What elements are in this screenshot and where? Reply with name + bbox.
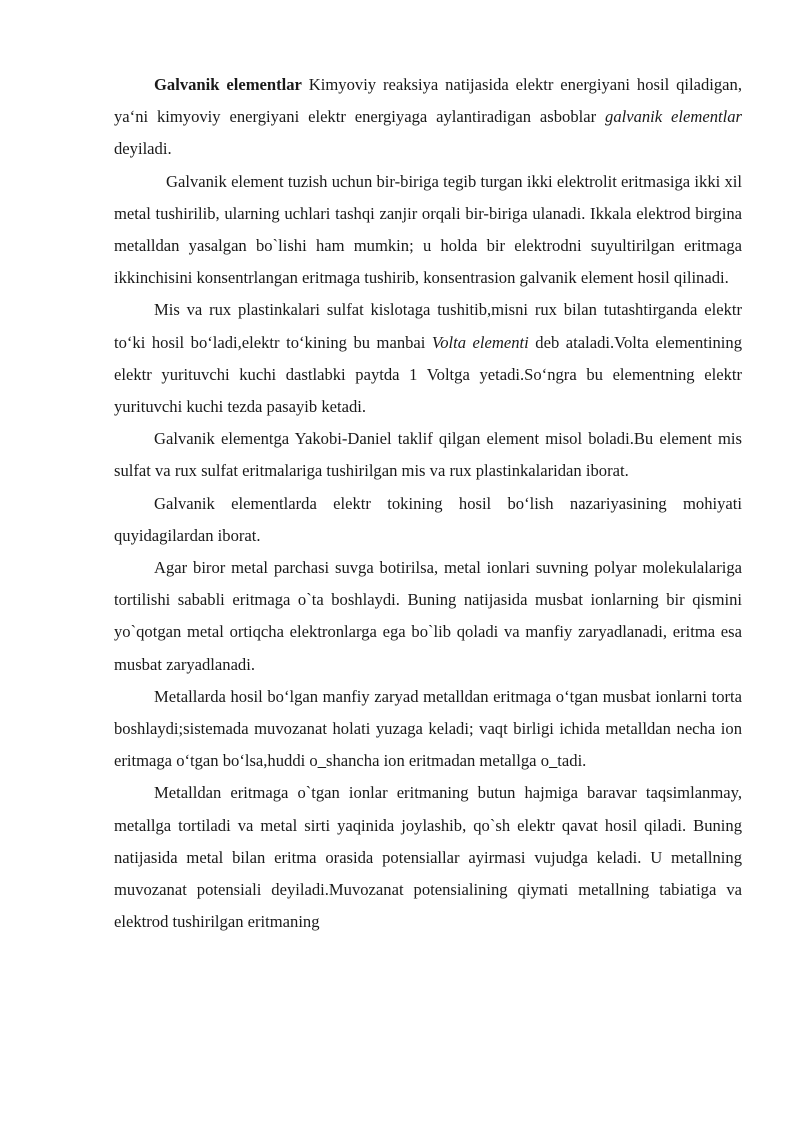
paragraph-text: Galvanik elementga Yakobi-Daniel taklif qilgan element misol boladi.Bu element mis sulfat va rux sulfat eritmalariga tushirilgan mis va rux plastinkalaridan iborat.: [114, 429, 742, 481]
paragraph-equilibrium: [114, 681, 742, 778]
paragraph-double-layer: [114, 777, 742, 938]
paragraph-text: Metallarda hosil bo‘lgan manfiy zaryad metalldan eritmaga o‘tgan musbat ionlarni torta boshlaydi;sistemada muvozanat holati yuzaga keladi; vaqt birligi ichida metalldan necha ion eritmaga o‘tgan bo‘lsa,huddi o: [114, 686, 742, 771]
paragraph-text: Kimyoviy reaksiya natijasida elektr energiyani hosil qiladigan, ya‘ni kimyoviy energiyani elektr energiyaga aylantiradigan asboblar: [114, 75, 742, 127]
paragraph-daniel: [114, 423, 742, 487]
document-body: [114, 69, 742, 938]
paragraph-text: tadi.: [557, 751, 587, 771]
paragraph-text: Galvanik element tuzish uchun bir-biriga tegib turgan ikki elektrolit eritmasiga ikki xil metal tushirilib, ularning uchlari tashqi zanjir orqali bir-biriga ulanadi. Ikkala elektrod birgina metalldan yasalgan bo`lishi ham mumkin; u holda bir elektrodni suyultirilgan eritmaga ikkinchisini konsentrlangan eritmaga tushirib, konsentrasion galvanik element hosil qilinadi.: [114, 171, 742, 288]
paragraph-text: deb ataladi.Volta elementining elektr yurituvchi kuchi dastlabki paytda 1 Voltga yetadi.So‘ngra bu elementning elektr yurituvchi kuchi tezda pasayib ketadi.: [114, 332, 743, 417]
paragraph-metal-in-water: [114, 552, 742, 681]
paragraph-volta: [114, 294, 742, 423]
paragraph-definition: [114, 69, 742, 166]
paragraph-text: Mis va rux plastinkalari sulfat kislotaga tushitib,misni rux bilan tutashtirganda elektr to‘ki hosil bo‘ladi,elektr to‘kining bu manbai: [114, 300, 742, 352]
paragraph-text: shancha ion eritmadan metallga o: [325, 751, 549, 771]
paragraph-text: deyiladi.: [114, 139, 172, 159]
term-volta-elementi: Volta elementi: [431, 332, 529, 352]
paragraph-text: Galvanik elementlarda elektr tokining hosil bo‘lish nazariyasining mohiyati quyidagilardan iborat.: [114, 493, 742, 545]
term-galvanik-elementlar: Galvanik elementlar: [154, 75, 302, 94]
paragraph-construction: [114, 166, 742, 295]
paragraph-text: Metalldan eritmaga o`tgan ionlar eritmaning butun hajmiga baravar taqsimlanmay, metallga tortiladi va metal sirti yaqinida joylashib, qo`sh elektr qavat hosil qiladi. Buning natijasida metal bilan eritma orasida potensiallar ayirmasi vujudga keladi. U metallning muvozanat potensiali deyiladi.Muvozanat potensialining qiymati metallning tabiatiga va elektrod tushirilgan eritmaning: [114, 783, 742, 932]
term-italic: galvanik elementlar: [605, 107, 742, 127]
underscore-mark: _: [317, 751, 326, 771]
paragraph-theory: [114, 488, 742, 552]
paragraph-text: Agar biror metal parchasi suvga botirilsa, metal ionlari suvning polyar molekulalariga tortilishi sababli eritmaga o`ta boshlaydi. Buning natijasida musbat ionlarning bir qismini yo`qotgan metal ortiqcha elektronlarga ega bo`lib qoladi va manfiy zaryadlanadi, eritma esa musbat zaryadlanadi.: [114, 558, 742, 674]
underscore-mark: _: [549, 751, 558, 771]
